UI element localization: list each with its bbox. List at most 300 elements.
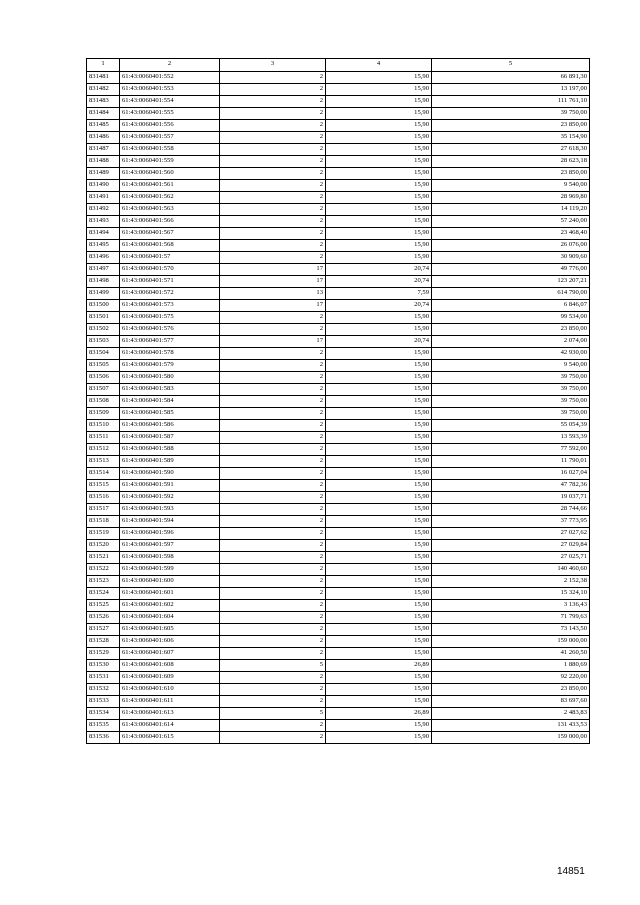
cadastral-number-cell: 61:43:0060401:583 xyxy=(120,383,220,395)
value-cell: 19 037,71 xyxy=(432,491,590,503)
cadastral-number-cell: 61:43:0060401:580 xyxy=(120,371,220,383)
table-row xyxy=(87,95,590,107)
rate-cell: 15,90 xyxy=(326,167,432,179)
rate-cell: 15,90 xyxy=(326,407,432,419)
code-cell: 2 xyxy=(220,635,326,647)
table-row xyxy=(87,179,590,191)
cadastral-number-cell: 61:43:0060401:572 xyxy=(120,287,220,299)
rate-cell: 15,90 xyxy=(326,455,432,467)
cadastral-number-cell: 61:43:0060401:599 xyxy=(120,563,220,575)
registry-number-cell: 831516 xyxy=(87,491,120,503)
code-cell: 2 xyxy=(220,371,326,383)
header-row xyxy=(87,59,590,72)
registry-number-cell: 831520 xyxy=(87,539,120,551)
code-cell: 2 xyxy=(220,119,326,131)
value-cell: 35 154,90 xyxy=(432,131,590,143)
code-cell: 2 xyxy=(220,323,326,335)
rate-cell: 15,90 xyxy=(326,107,432,119)
registry-number-cell: 831498 xyxy=(87,275,120,287)
rate-cell: 15,90 xyxy=(326,191,432,203)
rate-cell: 26,89 xyxy=(326,707,432,719)
cadastral-number-cell: 61:43:0060401:553 xyxy=(120,83,220,95)
value-cell: 77 592,00 xyxy=(432,443,590,455)
code-cell: 2 xyxy=(220,131,326,143)
value-cell: 111 761,10 xyxy=(432,95,590,107)
cadastral-number-cell: 61:43:0060401:587 xyxy=(120,431,220,443)
code-cell: 2 xyxy=(220,587,326,599)
data-table xyxy=(86,58,590,744)
code-cell: 17 xyxy=(220,263,326,275)
table-row xyxy=(87,383,590,395)
code-cell: 2 xyxy=(220,443,326,455)
table-row xyxy=(87,347,590,359)
registry-number-cell: 831527 xyxy=(87,623,120,635)
cadastral-number-cell: 61:43:0060401:589 xyxy=(120,455,220,467)
column-header-1: 1 xyxy=(87,59,120,72)
rate-cell: 15,90 xyxy=(326,359,432,371)
cadastral-number-cell: 61:43:0060401:604 xyxy=(120,611,220,623)
table-row xyxy=(87,551,590,563)
registry-number-cell: 831530 xyxy=(87,659,120,671)
code-cell: 2 xyxy=(220,575,326,587)
cadastral-number-cell: 61:43:0060401:567 xyxy=(120,227,220,239)
registry-number-cell: 831525 xyxy=(87,599,120,611)
table-row xyxy=(87,395,590,407)
registry-number-cell: 831531 xyxy=(87,671,120,683)
registry-number-cell: 831513 xyxy=(87,455,120,467)
table-row xyxy=(87,683,590,695)
page-number: 14851 xyxy=(557,866,585,877)
registry-number-cell: 831512 xyxy=(87,443,120,455)
code-cell: 2 xyxy=(220,551,326,563)
rate-cell: 15,90 xyxy=(326,611,432,623)
table-row xyxy=(87,431,590,443)
table-row xyxy=(87,659,590,671)
code-cell: 2 xyxy=(220,599,326,611)
registry-number-cell: 831491 xyxy=(87,191,120,203)
cadastral-number-cell: 61:43:0060401:588 xyxy=(120,443,220,455)
registry-number-cell: 831502 xyxy=(87,323,120,335)
rate-cell: 15,90 xyxy=(326,719,432,731)
registry-number-cell: 831501 xyxy=(87,311,120,323)
cadastral-number-cell: 61:43:0060401:591 xyxy=(120,479,220,491)
table-row xyxy=(87,371,590,383)
value-cell: 3 136,43 xyxy=(432,599,590,611)
code-cell: 2 xyxy=(220,527,326,539)
table-row xyxy=(87,323,590,335)
registry-number-cell: 831528 xyxy=(87,635,120,647)
rate-cell: 15,90 xyxy=(326,119,432,131)
table-body xyxy=(87,71,590,743)
value-cell: 27 027,62 xyxy=(432,527,590,539)
code-cell: 2 xyxy=(220,479,326,491)
value-cell: 28 969,80 xyxy=(432,191,590,203)
registry-number-cell: 831488 xyxy=(87,155,120,167)
value-cell: 39 750,00 xyxy=(432,371,590,383)
value-cell: 614 790,00 xyxy=(432,287,590,299)
rate-cell: 7,59 xyxy=(326,287,432,299)
code-cell: 2 xyxy=(220,347,326,359)
table-row xyxy=(87,671,590,683)
registry-number-cell: 831494 xyxy=(87,227,120,239)
registry-number-cell: 831484 xyxy=(87,107,120,119)
table-row xyxy=(87,71,590,83)
cadastral-number-cell: 61:43:0060401:596 xyxy=(120,527,220,539)
table-row xyxy=(87,647,590,659)
table-row xyxy=(87,527,590,539)
table-row xyxy=(87,635,590,647)
value-cell: 13 593,39 xyxy=(432,431,590,443)
rate-cell: 15,90 xyxy=(326,467,432,479)
table-row xyxy=(87,491,590,503)
code-cell: 2 xyxy=(220,695,326,707)
registry-number-cell: 831534 xyxy=(87,707,120,719)
table-row xyxy=(87,263,590,275)
rate-cell: 15,90 xyxy=(326,623,432,635)
rate-cell: 15,90 xyxy=(326,683,432,695)
table-row xyxy=(87,119,590,131)
code-cell: 5 xyxy=(220,707,326,719)
rate-cell: 15,90 xyxy=(326,179,432,191)
cadastral-number-cell: 61:43:0060401:608 xyxy=(120,659,220,671)
registry-number-cell: 831535 xyxy=(87,719,120,731)
rate-cell: 15,90 xyxy=(326,311,432,323)
value-cell: 42 930,00 xyxy=(432,347,590,359)
column-header-4: 4 xyxy=(326,59,432,72)
code-cell: 2 xyxy=(220,719,326,731)
rate-cell: 15,90 xyxy=(326,431,432,443)
value-cell: 55 054,39 xyxy=(432,419,590,431)
rate-cell: 15,90 xyxy=(326,323,432,335)
cadastral-number-cell: 61:43:0060401:556 xyxy=(120,119,220,131)
rate-cell: 15,90 xyxy=(326,131,432,143)
registry-number-cell: 831499 xyxy=(87,287,120,299)
table-row xyxy=(87,203,590,215)
value-cell: 14 119,20 xyxy=(432,203,590,215)
code-cell: 2 xyxy=(220,431,326,443)
value-cell: 23 850,00 xyxy=(432,323,590,335)
code-cell: 17 xyxy=(220,275,326,287)
rate-cell: 20,74 xyxy=(326,263,432,275)
registry-number-cell: 831487 xyxy=(87,143,120,155)
value-cell: 27 029,84 xyxy=(432,539,590,551)
value-cell: 131 433,53 xyxy=(432,719,590,731)
table-row xyxy=(87,623,590,635)
code-cell: 17 xyxy=(220,299,326,311)
value-cell: 99 534,00 xyxy=(432,311,590,323)
rate-cell: 15,90 xyxy=(326,491,432,503)
rate-cell: 15,90 xyxy=(326,71,432,83)
registry-number-cell: 831489 xyxy=(87,167,120,179)
cadastral-number-cell: 61:43:0060401:566 xyxy=(120,215,220,227)
value-cell: 39 750,00 xyxy=(432,107,590,119)
cadastral-number-cell: 61:43:0060401:559 xyxy=(120,155,220,167)
code-cell: 2 xyxy=(220,539,326,551)
table-row xyxy=(87,287,590,299)
code-cell: 2 xyxy=(220,71,326,83)
value-cell: 83 697,60 xyxy=(432,695,590,707)
value-cell: 71 799,63 xyxy=(432,611,590,623)
value-cell: 47 782,36 xyxy=(432,479,590,491)
table-row xyxy=(87,299,590,311)
registry-number-cell: 831482 xyxy=(87,83,120,95)
table-row xyxy=(87,575,590,587)
value-cell: 57 240,00 xyxy=(432,215,590,227)
rate-cell: 15,90 xyxy=(326,635,432,647)
cadastral-number-cell: 61:43:0060401:600 xyxy=(120,575,220,587)
value-cell: 16 027,04 xyxy=(432,467,590,479)
code-cell: 2 xyxy=(220,95,326,107)
registry-number-cell: 831511 xyxy=(87,431,120,443)
column-header-2: 2 xyxy=(120,59,220,72)
rate-cell: 15,90 xyxy=(326,575,432,587)
code-cell: 2 xyxy=(220,563,326,575)
table-row xyxy=(87,107,590,119)
rate-cell: 15,90 xyxy=(326,227,432,239)
cadastral-number-cell: 61:43:0060401:586 xyxy=(120,419,220,431)
rate-cell: 15,90 xyxy=(326,95,432,107)
registry-number-cell: 831532 xyxy=(87,683,120,695)
registry-number-cell: 831508 xyxy=(87,395,120,407)
rate-cell: 15,90 xyxy=(326,539,432,551)
cadastral-number-cell: 61:43:0060401:607 xyxy=(120,647,220,659)
registry-number-cell: 831522 xyxy=(87,563,120,575)
value-cell: 73 143,50 xyxy=(432,623,590,635)
rate-cell: 15,90 xyxy=(326,563,432,575)
cadastral-number-cell: 61:43:0060401:560 xyxy=(120,167,220,179)
table-row xyxy=(87,251,590,263)
value-cell: 9 540,00 xyxy=(432,359,590,371)
cadastral-number-cell: 61:43:0060401:575 xyxy=(120,311,220,323)
value-cell: 23 850,00 xyxy=(432,683,590,695)
rate-cell: 15,90 xyxy=(326,479,432,491)
value-cell: 6 846,07 xyxy=(432,299,590,311)
registry-number-cell: 831486 xyxy=(87,131,120,143)
cadastral-number-cell: 61:43:0060401:563 xyxy=(120,203,220,215)
registry-number-cell: 831500 xyxy=(87,299,120,311)
table-row xyxy=(87,719,590,731)
code-cell: 2 xyxy=(220,143,326,155)
code-cell: 2 xyxy=(220,419,326,431)
registry-number-cell: 831517 xyxy=(87,503,120,515)
cadastral-number-cell: 61:43:0060401:611 xyxy=(120,695,220,707)
code-cell: 2 xyxy=(220,359,326,371)
cadastral-number-cell: 61:43:0060401:610 xyxy=(120,683,220,695)
rate-cell: 15,90 xyxy=(326,143,432,155)
table-row xyxy=(87,443,590,455)
value-cell: 140 460,60 xyxy=(432,563,590,575)
code-cell: 2 xyxy=(220,191,326,203)
registry-number-cell: 831485 xyxy=(87,119,120,131)
code-cell: 2 xyxy=(220,215,326,227)
code-cell: 2 xyxy=(220,203,326,215)
code-cell: 2 xyxy=(220,503,326,515)
table-row xyxy=(87,503,590,515)
rate-cell: 15,90 xyxy=(326,587,432,599)
cadastral-number-cell: 61:43:0060401:598 xyxy=(120,551,220,563)
table-row xyxy=(87,455,590,467)
table-row xyxy=(87,587,590,599)
rate-cell: 20,74 xyxy=(326,335,432,347)
registry-number-cell: 831515 xyxy=(87,479,120,491)
table-row xyxy=(87,515,590,527)
cadastral-number-cell: 61:43:0060401:585 xyxy=(120,407,220,419)
cadastral-number-cell: 61:43:0060401:614 xyxy=(120,719,220,731)
rate-cell: 15,90 xyxy=(326,203,432,215)
code-cell: 2 xyxy=(220,407,326,419)
code-cell: 2 xyxy=(220,227,326,239)
code-cell: 2 xyxy=(220,623,326,635)
table-row xyxy=(87,563,590,575)
cadastral-number-cell: 61:43:0060401:568 xyxy=(120,239,220,251)
rate-cell: 15,90 xyxy=(326,251,432,263)
table-row xyxy=(87,479,590,491)
cadastral-number-cell: 61:43:0060401:609 xyxy=(120,671,220,683)
code-cell: 2 xyxy=(220,383,326,395)
value-cell: 15 324,10 xyxy=(432,587,590,599)
registry-number-cell: 831533 xyxy=(87,695,120,707)
value-cell: 23 850,00 xyxy=(432,119,590,131)
table-row xyxy=(87,407,590,419)
cadastral-number-cell: 61:43:0060401:593 xyxy=(120,503,220,515)
table-row xyxy=(87,155,590,167)
cadastral-number-cell: 61:43:0060401:555 xyxy=(120,107,220,119)
cadastral-number-cell: 61:43:0060401:597 xyxy=(120,539,220,551)
rate-cell: 15,90 xyxy=(326,503,432,515)
table-row xyxy=(87,695,590,707)
table-row xyxy=(87,707,590,719)
table-row xyxy=(87,215,590,227)
cadastral-number-cell: 61:43:0060401:590 xyxy=(120,467,220,479)
value-cell: 39 750,00 xyxy=(432,395,590,407)
registry-number-cell: 831526 xyxy=(87,611,120,623)
code-cell: 2 xyxy=(220,107,326,119)
value-cell: 37 773,95 xyxy=(432,515,590,527)
table-row xyxy=(87,419,590,431)
value-cell: 2 074,00 xyxy=(432,335,590,347)
value-cell: 92 220,00 xyxy=(432,671,590,683)
registry-number-cell: 831510 xyxy=(87,419,120,431)
table-row xyxy=(87,335,590,347)
table-row xyxy=(87,191,590,203)
rate-cell: 20,74 xyxy=(326,275,432,287)
registry-number-cell: 831521 xyxy=(87,551,120,563)
cadastral-number-cell: 61:43:0060401:561 xyxy=(120,179,220,191)
cadastral-number-cell: 61:43:0060401:606 xyxy=(120,635,220,647)
cadastral-number-cell: 61:43:0060401:558 xyxy=(120,143,220,155)
rate-cell: 20,74 xyxy=(326,299,432,311)
value-cell: 159 000,00 xyxy=(432,731,590,743)
rate-cell: 26,89 xyxy=(326,659,432,671)
value-cell: 23 850,00 xyxy=(432,167,590,179)
code-cell: 2 xyxy=(220,239,326,251)
code-cell: 2 xyxy=(220,395,326,407)
rate-cell: 15,90 xyxy=(326,155,432,167)
value-cell: 23 468,40 xyxy=(432,227,590,239)
rate-cell: 15,90 xyxy=(326,647,432,659)
cadastral-number-cell: 61:43:0060401:557 xyxy=(120,131,220,143)
cadastral-number-cell: 61:43:0060401:615 xyxy=(120,731,220,743)
rate-cell: 15,90 xyxy=(326,731,432,743)
table-row xyxy=(87,239,590,251)
code-cell: 2 xyxy=(220,455,326,467)
cadastral-number-cell: 61:43:0060401:592 xyxy=(120,491,220,503)
value-cell: 1 880,69 xyxy=(432,659,590,671)
registry-number-cell: 831518 xyxy=(87,515,120,527)
code-cell: 2 xyxy=(220,683,326,695)
cadastral-number-cell: 61:43:0060401:552 xyxy=(120,71,220,83)
table-row xyxy=(87,143,590,155)
rate-cell: 15,90 xyxy=(326,515,432,527)
cadastral-number-cell: 61:43:0060401:579 xyxy=(120,359,220,371)
code-cell: 2 xyxy=(220,155,326,167)
rate-cell: 15,90 xyxy=(326,443,432,455)
value-cell: 27 025,71 xyxy=(432,551,590,563)
registry-number-cell: 831481 xyxy=(87,71,120,83)
code-cell: 2 xyxy=(220,515,326,527)
cadastral-number-cell: 61:43:0060401:613 xyxy=(120,707,220,719)
code-cell: 2 xyxy=(220,671,326,683)
table-row xyxy=(87,83,590,95)
rate-cell: 15,90 xyxy=(326,215,432,227)
registry-number-cell: 831497 xyxy=(87,263,120,275)
registry-number-cell: 831495 xyxy=(87,239,120,251)
code-cell: 2 xyxy=(220,491,326,503)
rate-cell: 15,90 xyxy=(326,239,432,251)
value-cell: 26 076,00 xyxy=(432,239,590,251)
rate-cell: 15,90 xyxy=(326,83,432,95)
value-cell: 49 776,00 xyxy=(432,263,590,275)
value-cell: 30 909,60 xyxy=(432,251,590,263)
table-row xyxy=(87,167,590,179)
value-cell: 39 750,00 xyxy=(432,407,590,419)
column-header-5: 5 xyxy=(432,59,590,72)
code-cell: 2 xyxy=(220,311,326,323)
value-cell: 11 790,01 xyxy=(432,455,590,467)
code-cell: 2 xyxy=(220,647,326,659)
registry-number-cell: 831496 xyxy=(87,251,120,263)
table-row xyxy=(87,131,590,143)
value-cell: 39 750,00 xyxy=(432,383,590,395)
registry-number-cell: 831536 xyxy=(87,731,120,743)
rate-cell: 15,90 xyxy=(326,371,432,383)
code-cell: 13 xyxy=(220,287,326,299)
cadastral-number-cell: 61:43:0060401:601 xyxy=(120,587,220,599)
registry-number-cell: 831493 xyxy=(87,215,120,227)
code-cell: 2 xyxy=(220,179,326,191)
registry-number-cell: 831505 xyxy=(87,359,120,371)
cadastral-number-cell: 61:43:0060401:576 xyxy=(120,323,220,335)
rate-cell: 15,90 xyxy=(326,695,432,707)
code-cell: 2 xyxy=(220,611,326,623)
table-row xyxy=(87,275,590,287)
registry-number-cell: 831523 xyxy=(87,575,120,587)
registry-number-cell: 831529 xyxy=(87,647,120,659)
registry-number-cell: 831506 xyxy=(87,371,120,383)
table-row xyxy=(87,611,590,623)
value-cell: 9 540,00 xyxy=(432,179,590,191)
code-cell: 17 xyxy=(220,335,326,347)
registry-number-cell: 831483 xyxy=(87,95,120,107)
table-row xyxy=(87,731,590,743)
value-cell: 159 000,00 xyxy=(432,635,590,647)
cadastral-number-cell: 61:43:0060401:571 xyxy=(120,275,220,287)
rate-cell: 15,90 xyxy=(326,527,432,539)
cadastral-number-cell: 61:43:0060401:602 xyxy=(120,599,220,611)
rate-cell: 15,90 xyxy=(326,599,432,611)
code-cell: 2 xyxy=(220,167,326,179)
cadastral-number-cell: 61:43:0060401:554 xyxy=(120,95,220,107)
